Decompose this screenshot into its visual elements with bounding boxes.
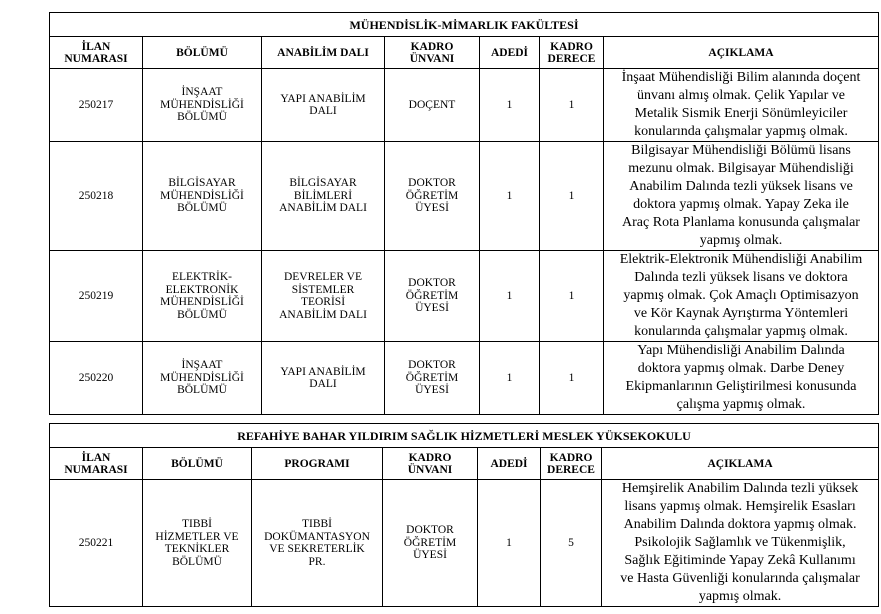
ilan-number: 250219 (50, 251, 143, 342)
kadro-cell: DOKTOR ÖĞRETİM ÜYESİ (383, 480, 478, 607)
kadro-cell: DOKTOR ÖĞRETİM ÜYESİ (385, 251, 480, 342)
bolum-cell: TIBBİ HİZMETLER VE TEKNİKLER BÖLÜMÜ (143, 480, 252, 607)
adedi-cell: 1 (480, 251, 540, 342)
ilan-number: 250218 (50, 142, 143, 251)
header-kadro: KADRO ÜNVANI (383, 448, 478, 480)
table-title: MÜHENDİSLİK-MİMARLIK FAKÜLTESİ (50, 13, 879, 37)
table-row (50, 142, 879, 251)
adedi-cell: 1 (480, 142, 540, 251)
ilan-number: 250221 (50, 480, 143, 607)
table-title: REFAHİYE BAHAR YILDIRIM SAĞLIK HİZMETLERİ MESLEK YÜKSEKOKULU (50, 424, 879, 448)
header-program: PROGRAMI (252, 448, 383, 480)
adedi-cell: 1 (478, 480, 541, 607)
faculty-table-engineering (49, 12, 879, 415)
header-bolum: BÖLÜMÜ (143, 37, 262, 69)
derece-cell: 1 (540, 142, 604, 251)
header-aciklama: AÇIKLAMA (602, 448, 879, 480)
program-cell: TIBBİ DOKÜMANTASYON VE SEKRETERLİK PR. (252, 480, 383, 607)
derece-cell: 1 (540, 251, 604, 342)
derece-cell: 5 (541, 480, 602, 607)
kadro-cell: DOÇENT (385, 69, 480, 142)
table-row (50, 480, 879, 607)
header-adedi: ADEDİ (480, 37, 540, 69)
header-derece: KADRO DERECE (541, 448, 602, 480)
aciklama-cell: Yapı Mühendisliği Anabilim Dalında doktora yapmış olmak. Darbe Deney Ekipmanlarının Geliştirilmesi konusunda çalışma yapmış olmak. (604, 342, 879, 415)
header-kadro: KADRO ÜNVANI (385, 37, 480, 69)
header-ilan: İLAN NUMARASI (50, 37, 143, 69)
header-aciklama: AÇIKLAMA (604, 37, 879, 69)
bolum-cell: İNŞAAT MÜHENDİSLİĞİ BÖLÜMÜ (143, 69, 262, 142)
table-row (50, 69, 879, 142)
kadro-cell: DOKTOR ÖĞRETİM ÜYESİ (385, 142, 480, 251)
header-derece: KADRO DERECE (540, 37, 604, 69)
header-bolum: BÖLÜMÜ (143, 448, 252, 480)
aciklama-cell: Hemşirelik Anabilim Dalında tezli yüksek lisans yapmış olmak. Hemşirelik Esasları Anabilim Dalında doktora yapmış olmak. Psikolojik Sağlamlık ve Tükenmişlik, Sağlık Eğitiminde Yapay Zekâ Kullanımı ve Hasta Güvenliği konularında çalışmalar yapmış olmak. (602, 480, 879, 607)
bolum-cell: BİLGİSAYAR MÜHENDİSLİĞİ BÖLÜMÜ (143, 142, 262, 251)
derece-cell: 1 (540, 69, 604, 142)
table-row (50, 251, 879, 342)
aciklama-cell: İnşaat Mühendisliği Bilim alanında doçent ünvanı almış olmak. Çelik Yapılar ve Metalik Sismik Enerji Sönümleyiciler konularında çalışmalar yapmış olmak. (604, 69, 879, 142)
aciklama-cell: Elektrik-Elektronik Mühendisliği Anabilim Dalında tezli yüksek lisans ve doktora yapmış olmak. Çok Amaçlı Optimisazyon ve Kör Kaynak Ayrıştırma Yöntemleri konularında çalışmalar yapmış olmak. (604, 251, 879, 342)
anabilim-cell: YAPI ANABİLİM DALI (262, 342, 385, 415)
table-row (50, 342, 879, 415)
kadro-cell: DOKTOR ÖĞRETİM ÜYESİ (385, 342, 480, 415)
faculty-table-health-school (49, 423, 879, 607)
adedi-cell: 1 (480, 342, 540, 415)
anabilim-cell: DEVRELER VE SİSTEMLER TEORİSİ ANABİLİM DALI (262, 251, 385, 342)
header-ilan: İLAN NUMARASI (50, 448, 143, 480)
aciklama-cell: Bilgisayar Mühendisliği Bölümü lisans mezunu olmak. Bilgisayar Mühendisliği Anabilim Dalında tezli yüksek lisans ve doktora yapmış olmak. Yapay Zeka ile Araç Rota Planlama konusunda çalışmalar yapmış olmak. (604, 142, 879, 251)
ilan-number: 250220 (50, 342, 143, 415)
header-adedi: ADEDİ (478, 448, 541, 480)
anabilim-cell: YAPI ANABİLİM DALI (262, 69, 385, 142)
bolum-cell: ELEKTRİK- ELEKTRONİK MÜHENDİSLİĞİ BÖLÜMÜ (143, 251, 262, 342)
header-anabilim: ANABİLİM DALI (262, 37, 385, 69)
bolum-cell: İNŞAAT MÜHENDİSLİĞİ BÖLÜMÜ (143, 342, 262, 415)
ilan-number: 250217 (50, 69, 143, 142)
adedi-cell: 1 (480, 69, 540, 142)
anabilim-cell: BİLGİSAYAR BİLİMLERİ ANABİLİM DALI (262, 142, 385, 251)
derece-cell: 1 (540, 342, 604, 415)
